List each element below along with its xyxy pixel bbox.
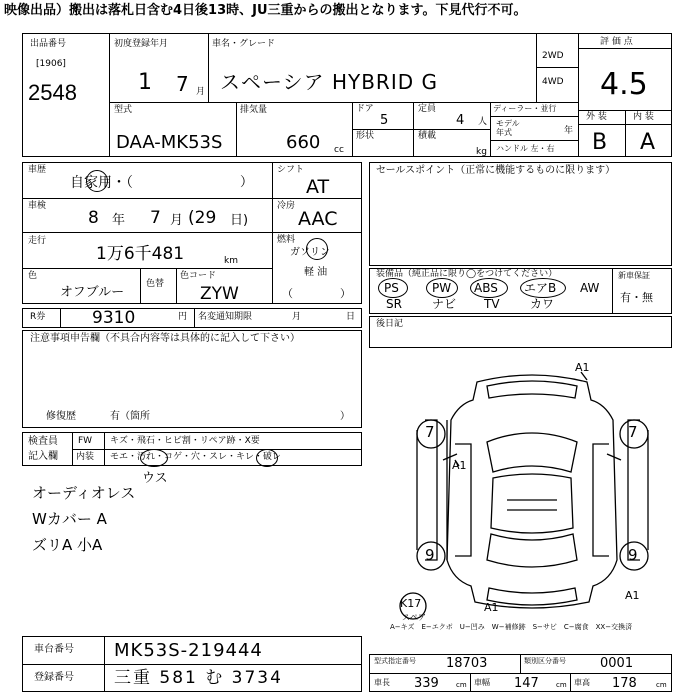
name-label: 車名・グレード <box>212 39 276 49</box>
sales-box <box>369 162 672 266</box>
shift-label: シフト <box>277 165 305 175</box>
capacity-unit: 人 <box>478 117 488 127</box>
chassis-label: 車台番号 <box>34 644 74 655</box>
drive-2wd: 2WD <box>542 51 564 61</box>
deadline-label: 名変通知期限 <box>198 312 253 322</box>
shape-label: 形状 <box>356 131 375 141</box>
scuff-circle <box>256 449 278 467</box>
history-value: 自家用・（ <box>70 175 133 191</box>
reg-month-unit: 月 <box>196 87 206 97</box>
equip-sr: SR <box>386 297 402 311</box>
damage-legend: A−キズ E−エクボ U−凹み W−補修跡 S−サビ C−腐食 XX−交換済 <box>390 623 633 631</box>
paren-open: （ <box>282 287 293 300</box>
shift: AT <box>306 176 330 198</box>
year-unit: 年 <box>112 213 126 228</box>
inspector-label-1: 検査員 <box>28 436 58 447</box>
recycle-unit: 円 <box>178 312 188 322</box>
remark-line-3: ズリA 小A <box>32 536 103 554</box>
interior-row-label: 内装 <box>76 452 95 462</box>
load-label: 積載 <box>418 131 437 141</box>
car-name: スペーシア HYBRID G <box>220 70 438 94</box>
repair-label: 修復歴 <box>46 411 76 422</box>
stain-circle <box>140 449 168 467</box>
color-label: 色 <box>28 271 38 281</box>
pw-circle <box>426 278 458 298</box>
equip-leather: カワ <box>530 297 555 311</box>
ac-label: 冷房 <box>277 201 296 211</box>
reg-label: 初度登録年月 <box>114 39 169 49</box>
private-circle <box>86 170 108 192</box>
model-year-label: モデル 年式 <box>496 119 520 137</box>
model-year-unit: 年 <box>564 126 574 136</box>
model-label: 型式 <box>114 105 133 115</box>
after-box <box>369 316 672 348</box>
day-unit: 日) <box>230 213 249 228</box>
model: DAA-MK53S <box>116 132 223 153</box>
remark-line-2: Wカバー A <box>32 510 107 528</box>
tire-rl: 9 <box>425 546 435 564</box>
inspection-month: 7 <box>150 208 161 228</box>
gas-circle <box>306 238 328 260</box>
equip-aw: AW <box>580 281 600 295</box>
equip-navi: ナビ <box>432 297 457 311</box>
equip-tv: TV <box>484 297 500 311</box>
height-label: 車高 <box>574 678 590 687</box>
month-unit: 月 <box>170 213 184 228</box>
exterior-grade: B <box>592 130 608 155</box>
lot-number: 2548 <box>28 80 77 105</box>
recycle-value: 9310 <box>92 308 136 328</box>
diagram-a1-bottom: A1 <box>484 601 499 614</box>
fuel-light: 軽 油 <box>304 267 328 278</box>
chassis-value: MK53S-219444 <box>114 640 263 661</box>
handle-label: ハンドル 左・右 <box>496 144 555 153</box>
lot-sub: [1906] <box>36 59 66 69</box>
repair-value: 有（箇所 <box>110 411 150 422</box>
equip-abs: ABS <box>474 281 498 295</box>
drive-4wd: 4WD <box>542 77 564 87</box>
displacement-unit: cc <box>334 145 344 155</box>
dealer-label: ディーラー・並行 <box>493 104 557 113</box>
fw-label: FW <box>78 436 93 446</box>
displacement-label: 排気量 <box>240 105 268 115</box>
equip-ps: PS <box>384 281 399 295</box>
inspection-year: 8 <box>88 208 99 228</box>
length-label: 車長 <box>374 678 390 687</box>
length-unit: cm <box>456 681 467 689</box>
equip-airbag: エアB <box>524 281 557 295</box>
score-label: 評 価 点 <box>600 37 633 47</box>
spare-label: スペア <box>402 613 426 622</box>
color: オフブルー <box>60 285 125 300</box>
type-value: 18703 <box>446 656 488 671</box>
tire-fr: 7 <box>628 423 638 441</box>
color-code-label: 色コード <box>180 271 217 281</box>
sales-label: セールスポイント（正常に機能するものに限ります） <box>376 165 616 176</box>
new-warranty-label: 新車保証 <box>618 271 650 280</box>
interior-label: 内 装 <box>633 112 654 122</box>
banner-text: 映像出品）搬出は落札日含む4日後13時、JU三重からの搬出となります。下見代行不可。 <box>4 3 527 18</box>
type-label: 型式指定番号 <box>374 657 416 665</box>
interior-grade: A <box>640 130 656 155</box>
tire-rr: 9 <box>628 546 638 564</box>
remark-line-1: オーディオレス <box>32 484 136 502</box>
new-warranty-value: 有・無 <box>620 291 653 304</box>
ac: AAC <box>298 208 338 230</box>
width-value: 147 <box>514 676 539 691</box>
fw-items: キズ・飛石・ヒビ割・リペア跡・X要 <box>110 436 260 446</box>
deadline-day: 日 <box>346 312 356 322</box>
fuel-label: 燃料 <box>277 235 296 245</box>
history-label: 車歴 <box>28 165 47 175</box>
ps-circle <box>378 278 408 298</box>
paren-close: ） <box>340 287 351 300</box>
door-label: ドア <box>356 104 374 114</box>
reg-year: 1 <box>138 70 152 95</box>
class-label: 類別区分番号 <box>524 657 566 665</box>
reg-number-label: 登録番号 <box>34 672 74 683</box>
diagram-a1-top: A1 <box>575 361 590 374</box>
width-label: 車幅 <box>474 678 490 687</box>
score: 4.5 <box>600 67 648 102</box>
exterior-label: 外 装 <box>586 112 607 122</box>
diagram-a1-left: A1 <box>452 459 467 472</box>
airbag-circle <box>520 278 566 298</box>
deadline-month: 月 <box>292 312 302 322</box>
inspection-label: 車検 <box>28 201 47 211</box>
car-diagram <box>395 360 670 622</box>
width-unit: cm <box>556 681 567 689</box>
mileage-unit: km <box>224 256 238 266</box>
length-value: 339 <box>414 676 439 691</box>
abs-circle <box>470 278 508 298</box>
after-label: 後日記 <box>376 319 404 329</box>
displacement: 660 <box>286 132 321 153</box>
repair-close: ） <box>340 411 350 422</box>
history-close: ） <box>240 175 254 190</box>
height-unit: cm <box>656 681 667 689</box>
recycle-box <box>22 308 362 328</box>
diagram-a1-right: A1 <box>625 589 640 602</box>
doors: 5 <box>380 113 389 128</box>
interior-items: モエ・汚れ・コゲ・穴・スレ・キレ・破レ <box>110 452 281 462</box>
inspector-label-2: 記入欄 <box>28 451 58 462</box>
load-unit: kg <box>476 147 487 157</box>
mileage: 1万6千481 <box>96 244 185 264</box>
capacity: 4 <box>456 113 465 128</box>
height-value: 178 <box>612 676 637 691</box>
color-code: ZYW <box>200 284 239 304</box>
class-value: 0001 <box>600 656 634 671</box>
notes-label: 注意事項申告欄（不具合内容等は具体的に記入して下さい） <box>30 333 300 344</box>
tire-fl: 7 <box>425 423 435 441</box>
capacity-label: 定員 <box>418 104 437 114</box>
recycle-label: R券 <box>30 312 46 322</box>
lot-label: 出品番号 <box>30 39 67 49</box>
mileage-label: 走行 <box>28 236 47 246</box>
fuel-gas: ガソリン <box>290 247 330 258</box>
inspection-day: (29 <box>188 208 217 228</box>
color-change-label: 色替 <box>146 279 165 289</box>
spare-value: K17 <box>400 597 422 610</box>
equip-pw: PW <box>432 281 452 295</box>
reg-number-value: 三重 581 む 3734 <box>114 668 283 688</box>
reg-month: 7 <box>176 72 189 96</box>
inspector-mark: ウス <box>142 471 168 486</box>
equipment-label: 装備品（純正品に限り◯をつけてください） <box>376 269 558 279</box>
